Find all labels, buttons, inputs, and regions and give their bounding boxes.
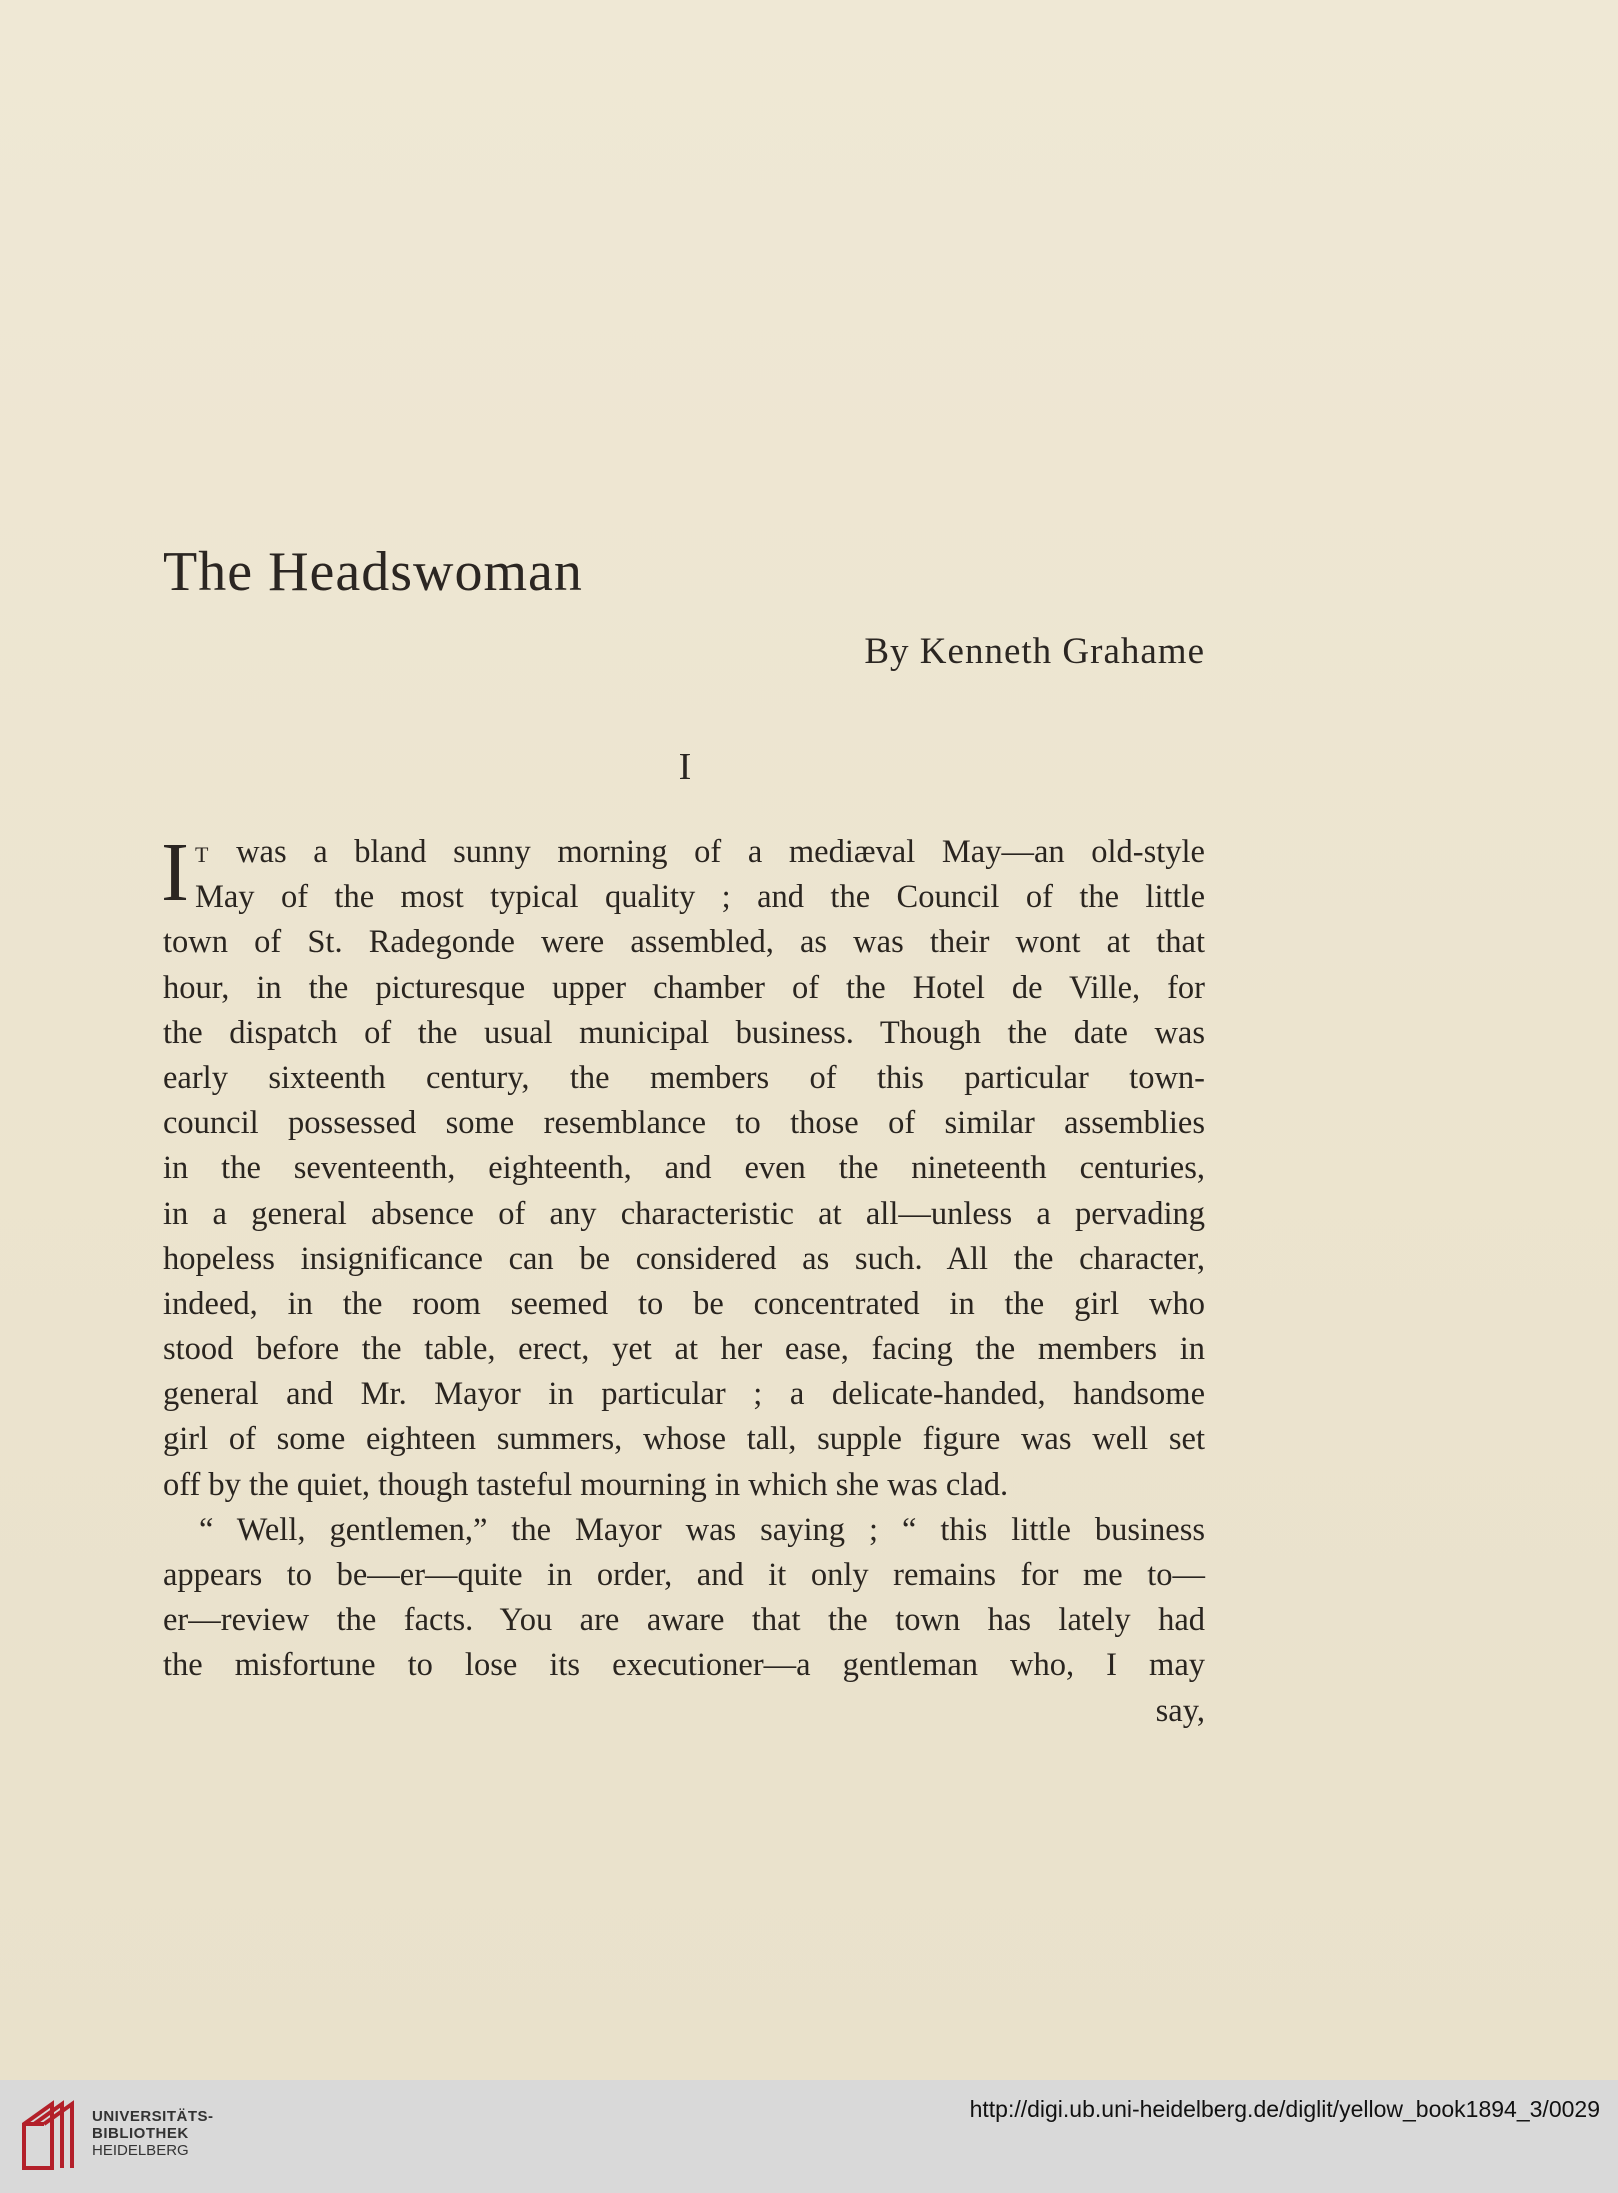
text-line: “ Well, gentlemen,” the Mayor was saying ; “ this little business — [199, 1511, 1205, 1548]
body-text — [161, 826, 1205, 1734]
text-line: in the seventeenth, eighteenth, and even the nineteenth centuries, — [163, 1150, 1205, 1187]
library-logo-icon — [18, 2094, 78, 2178]
article-byline: By Kenneth Grahame — [864, 631, 1205, 672]
drop-cap: I — [161, 826, 189, 919]
source-url-link[interactable]: http://digi.ub.uni-heidelberg.de/diglit/yellow_book1894_3/0029 — [969, 2096, 1600, 2122]
section-number: I — [678, 746, 692, 788]
article-title: The Headswoman — [163, 541, 583, 603]
text-line: stood before the table, erect, yet at her ease, facing the members in — [163, 1331, 1205, 1368]
text-line: er—review the facts. You are aware that the town has lately had — [163, 1602, 1205, 1639]
text-line: hour, in the picturesque upper chamber of the Hotel de Ville, for — [163, 969, 1205, 1006]
library-name: UNIVERSITÄTS- BIBLIOTHEK HEIDELBERG — [92, 2108, 214, 2159]
text-line: general and Mr. Mayor in particular ; a delicate-handed, handsome — [163, 1376, 1205, 1413]
text-line: council possessed some resemblance to those of similar assemblies — [163, 1105, 1205, 1142]
text-line: in a general absence of any characteristic at all—unless a pervading — [163, 1195, 1205, 1232]
text-line: T was a bland sunny morning of a mediæval May—an old-style — [194, 834, 1205, 870]
text-line: hopeless insignificance can be considered as such. All the character, — [163, 1240, 1205, 1277]
text-line: the misfortune to lose its executioner—a gentleman who, I may — [163, 1647, 1205, 1684]
text-line: May of the most typical quality ; and the Council of the little — [194, 879, 1205, 916]
text-line: the dispatch of the usual municipal business. Though the date was — [163, 1014, 1205, 1051]
text-line: town of St. Radegonde were assembled, as was their wont at that — [163, 924, 1205, 961]
text-line: appears to be—er—quite in order, and it only remains for me to— — [163, 1557, 1205, 1593]
second-paragraph — [163, 1508, 1205, 1734]
library-footer — [0, 2080, 1618, 2193]
text-line: girl of some eighteen summers, whose tall, supple figure was well set — [163, 1421, 1205, 1458]
text-line: off by the quiet, though tasteful mourning in which she was clad. — [163, 1466, 1009, 1503]
text-line: indeed, in the room seemed to be concentrated in the girl who — [163, 1285, 1205, 1322]
catchword: say, — [1155, 1692, 1205, 1729]
text-line: early sixteenth century, the members of this particular town- — [163, 1059, 1205, 1096]
first-paragraph — [161, 826, 1205, 1508]
